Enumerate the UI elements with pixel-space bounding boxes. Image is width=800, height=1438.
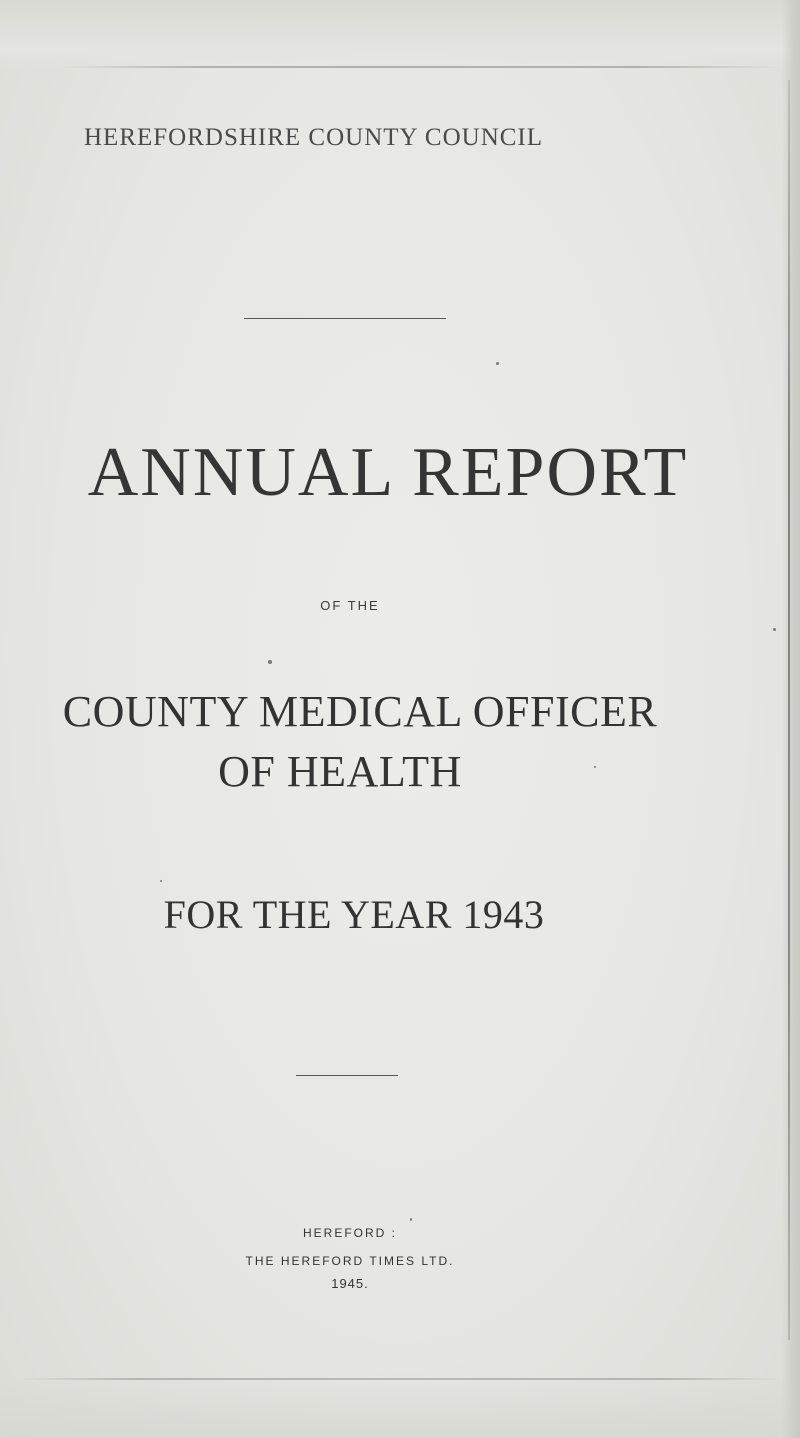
report-title: ANNUAL REPORT — [87, 434, 689, 511]
paper-speck — [268, 660, 272, 664]
paper-speck — [594, 766, 596, 768]
page-bottom-edge — [0, 1378, 800, 1438]
of-the-label: OF THE — [320, 598, 380, 613]
page-right-edge — [782, 0, 800, 1438]
imprint-year: 1945. — [331, 1276, 369, 1291]
paper-speck — [773, 628, 776, 631]
office-title-line-1: COUNTY MEDICAL OFFICER — [62, 687, 658, 736]
paper-speck — [496, 362, 499, 365]
top-divider-rule — [244, 318, 446, 319]
imprint-place: HEREFORD : — [302, 1226, 397, 1240]
imprint-publisher: THE HEREFORD TIMES LTD. — [245, 1254, 455, 1268]
page-top-edge — [0, 0, 800, 70]
office-title-line-2: OF HEALTH — [218, 747, 462, 796]
bottom-divider-rule — [296, 1075, 398, 1076]
council-name: HEREFORDSHIRE COUNTY COUNCIL — [84, 124, 544, 151]
paper-speck — [410, 1218, 412, 1221]
paper-speck — [160, 880, 162, 882]
report-year-line: FOR THE YEAR 1943 — [163, 892, 545, 937]
